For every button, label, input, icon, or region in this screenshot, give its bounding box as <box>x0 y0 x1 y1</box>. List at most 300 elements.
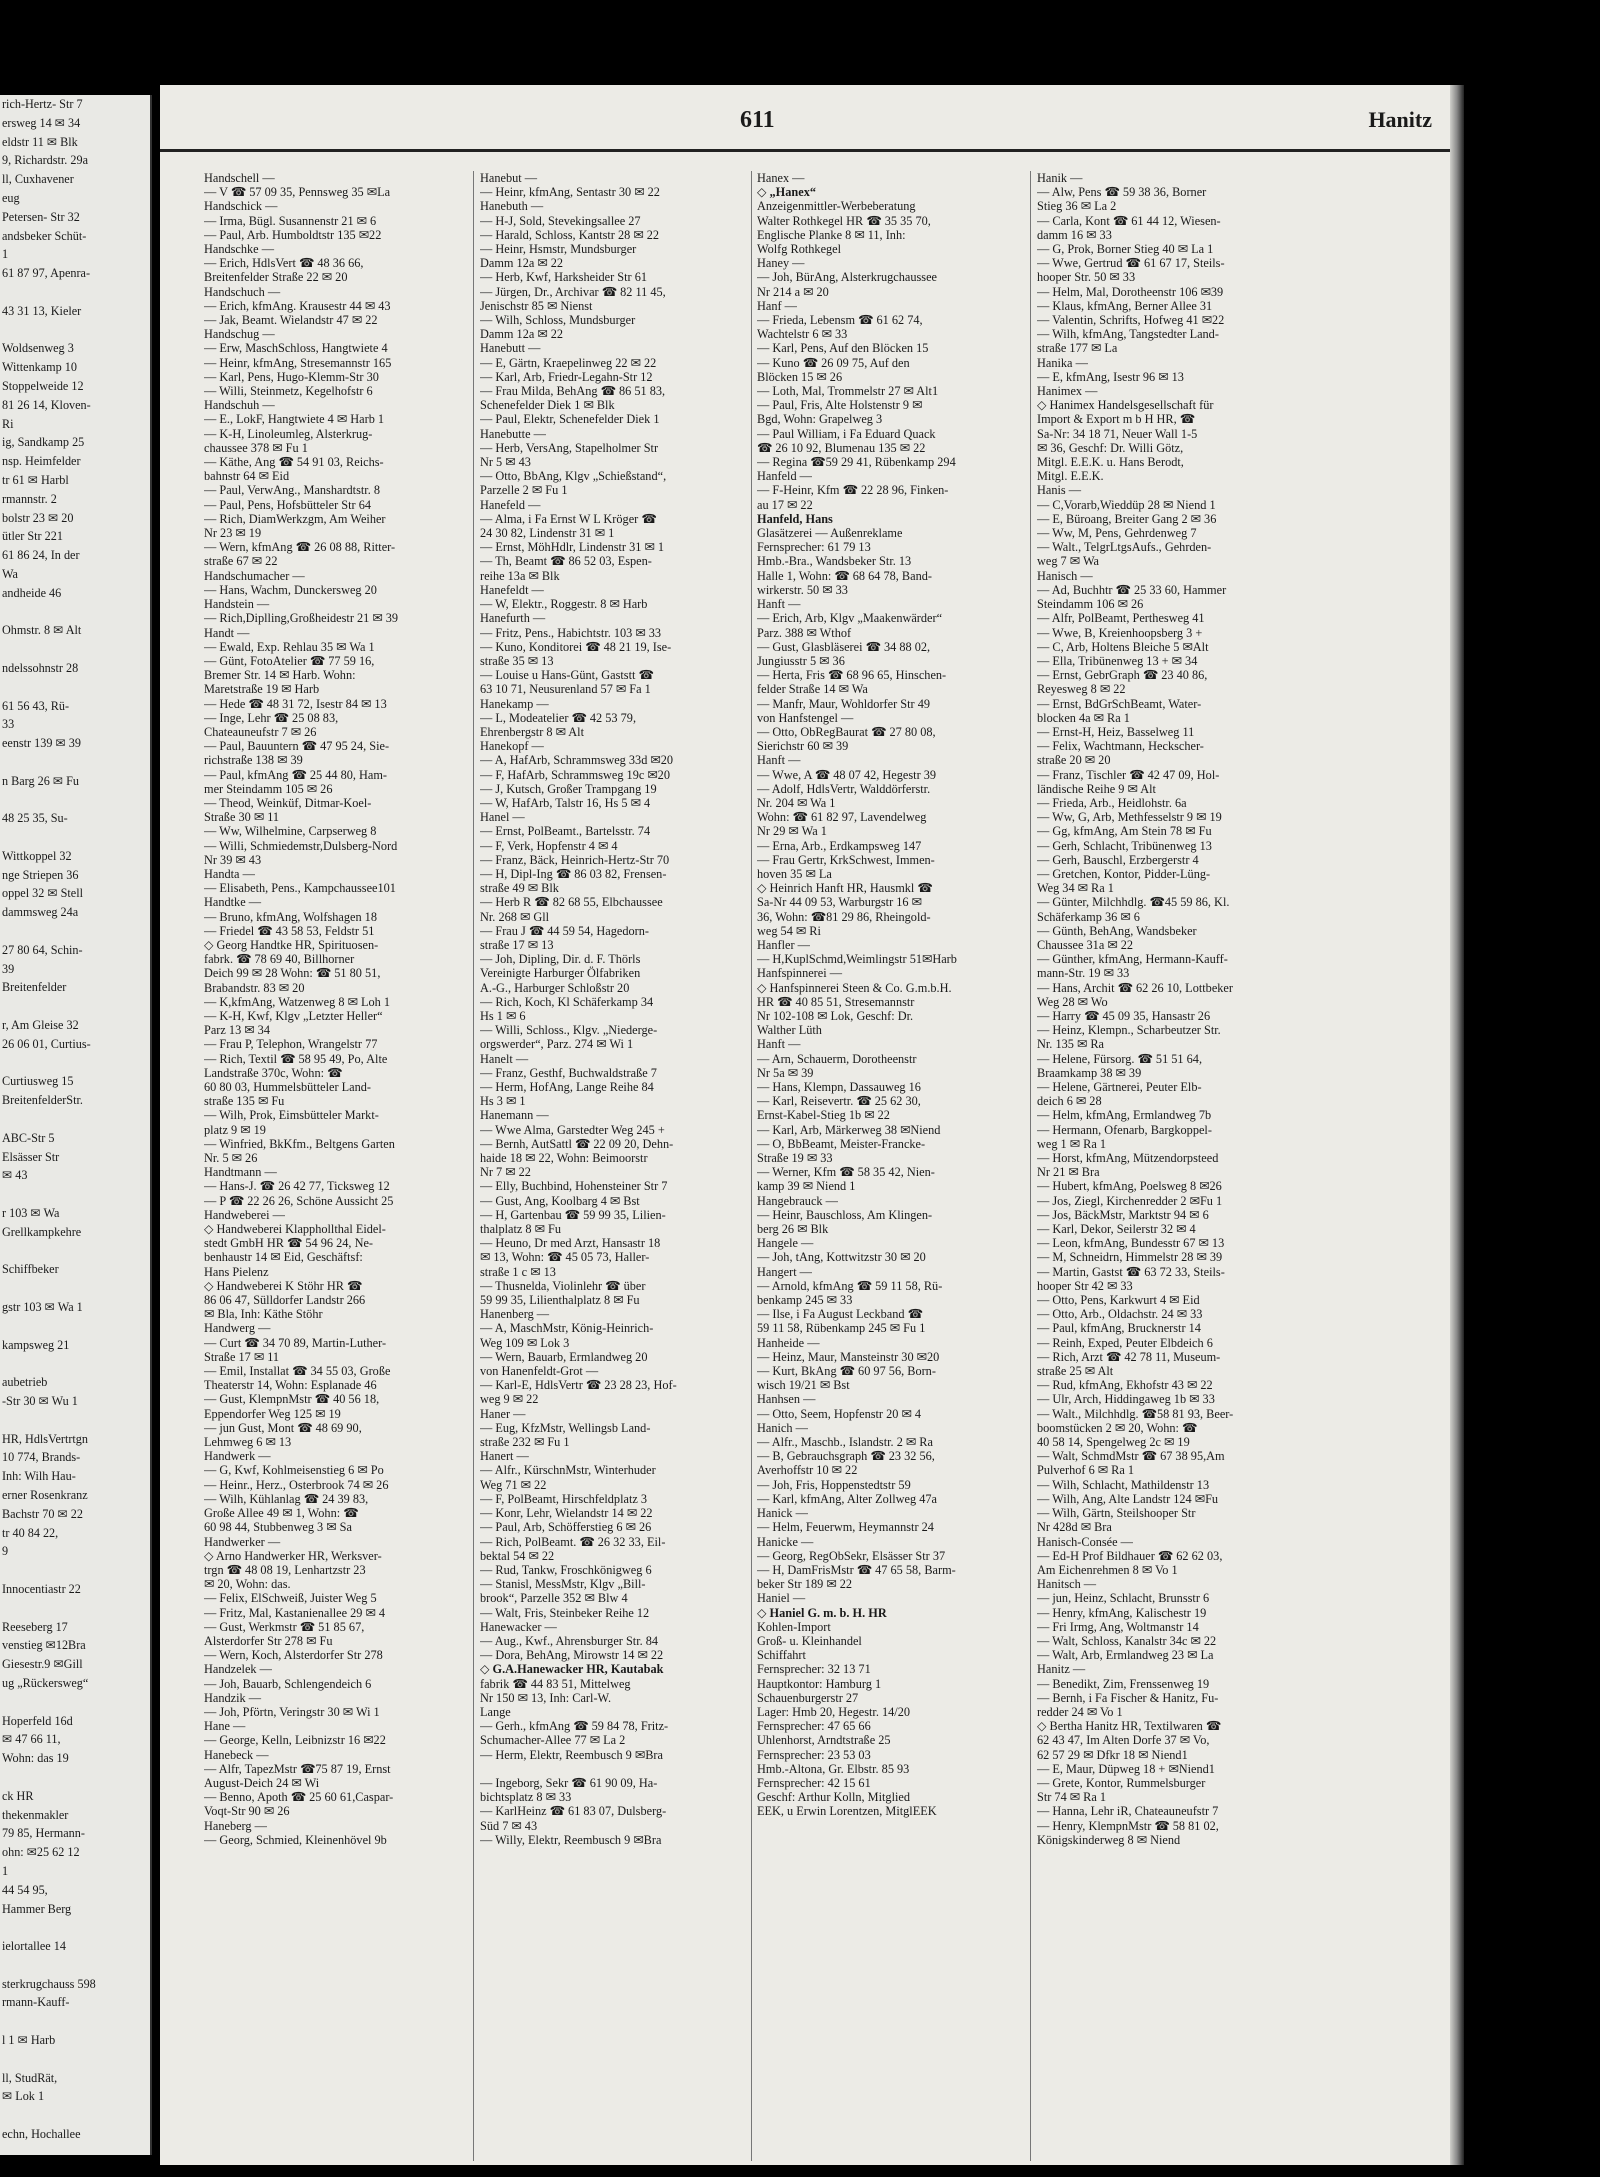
previous-page-line: Curtiusweg 15 <box>2 1074 74 1089</box>
directory-entry-line: Am Eichenrehmen 8 ✉ Vo 1 <box>1037 1562 1178 1577</box>
directory-entry-line: Hmb.-Bra., Wandsbeker Str. 13 <box>757 554 912 569</box>
directory-entry-line: Große Allee 49 ✉ 1, Wohn: ☎ <box>204 1506 359 1521</box>
page-header <box>160 103 1450 143</box>
previous-page-line <box>2 1317 150 1336</box>
directory-entry-line: — Fritz, Pens., Habichtstr. 103 ✉ 33 <box>480 625 662 640</box>
directory-entry-line: Königskinderweg 8 ✉ Niend <box>1037 1832 1181 1847</box>
directory-entry-line: Handwerk — <box>204 1449 271 1464</box>
directory-entry-line: Handtke — <box>204 895 262 910</box>
previous-page-line <box>2 1956 150 1975</box>
directory-entry-line: redder 24 ✉ Vo 1 <box>1037 1704 1123 1719</box>
directory-entry-line: — Fri Irmg, Ang, Woltmanstr 14 <box>1037 1619 1199 1634</box>
previous-page-line: Reeseberg 17 <box>2 1619 68 1634</box>
directory-entry-line: ◇ Hanfspinnerei Steen & Co. G.m.b.H. <box>757 980 952 995</box>
directory-entry-line: Hmb.-Altona, Gr. Elbstr. 85 93 <box>757 1761 910 1776</box>
directory-entry-line: Ernst-Kabel-Stieg 1b ✉ 22 <box>757 1108 890 1123</box>
directory-entry-line: — Loth, Mal, Trommelstr 27 ✉ Alt1 <box>757 384 939 399</box>
previous-page-line: r, Am Gleise 32 <box>2 1018 79 1033</box>
directory-entry-line: 62 57 29 ✉ Dfkr 18 ✉ Niend1 <box>1037 1747 1188 1762</box>
directory-entry-line: Geschf: Arthur Kolln, Mitglied <box>757 1790 911 1805</box>
directory-entry-line: Hanfspinnerei — <box>757 966 843 981</box>
previous-page-line: rmannstr. 2 <box>2 491 57 506</box>
directory-entry-line: haide 18 ✉ 22, Wohn: Beimoorstr <box>480 1151 648 1166</box>
previous-page-line: Giesestr.9 ✉Gill <box>2 1657 83 1672</box>
directory-entry-line: — K-H, Kwf, Klgv „Letzter Heller“ <box>204 1008 383 1023</box>
directory-entry-line: — Kuno, Konditorei ☎ 48 21 19, Ise- <box>480 639 672 654</box>
previous-page-line: 26 06 01, Curtius- <box>2 1036 91 1051</box>
directory-entry-line: — Wern, Bauarb, Ermlandweg 20 <box>480 1349 648 1364</box>
directory-entry-line: — Günt, FotoAtelier ☎ 77 59 16, <box>204 653 375 668</box>
directory-entry-line: — H-J, Sold, Stevekingsallee 27 <box>480 213 641 228</box>
column-1 <box>204 171 472 1847</box>
directory-entry-line: — Frau Gertr, KrkSchwest, Immen- <box>757 852 935 867</box>
directory-entry-line: Handschumacher — <box>204 568 305 583</box>
directory-entry-line: — J, Kutsch, Großer Trampgang 19 <box>480 781 657 796</box>
directory-entry-line: — Wilh, Gärtn, Steilshooper Str <box>1037 1506 1196 1521</box>
directory-entry-line: — Louise u Hans-Günt, Gaststt ☎ <box>480 668 654 683</box>
directory-entry-line: Glasätzerei — Außenreklame <box>757 526 903 541</box>
directory-entry-line: — Käthe, Ang ☎ 54 91 03, Reichs- <box>204 455 384 470</box>
directory-entry-line: ✉ 13, Wohn: ☎ 45 05 73, Haller- <box>480 1250 650 1265</box>
directory-entry-line: — H, Dipl-Ing ☎ 86 03 82, Frensen- <box>480 866 667 881</box>
directory-entry-line: — Kurt, BkAng ☎ 60 97 56, Born- <box>757 1364 936 1379</box>
directory-entry-line: — Otto, Arb., Oldachstr. 24 ✉ 33 <box>1037 1307 1203 1322</box>
directory-entry-line: — Thusnelda, Violinlehr ☎ über <box>480 1278 646 1293</box>
directory-entry-line: Hanebutt — <box>480 341 541 356</box>
directory-entry-line: 62 43 47, Im Alten Dorfe 37 ✉ Vo, <box>1037 1733 1210 1748</box>
directory-entry-line: fabrk. ☎ 78 69 40, Billhorner <box>204 952 355 967</box>
previous-page-line: ug „Rückersweg“ <box>2 1675 89 1690</box>
directory-entry-line: Fernsprecher: 47 65 66 <box>757 1719 871 1734</box>
previous-page-line: ielortallee 14 <box>2 1939 66 1954</box>
directory-entry-line: Parzelle 2 ✉ Fu 1 <box>480 483 568 498</box>
directory-entry-line: Nr 7 ✉ 22 <box>480 1165 531 1180</box>
directory-entry-line: Hanis — <box>1037 483 1082 498</box>
previous-page-line: Wittenkamp 10 <box>2 360 77 375</box>
directory-entry-line: Hanheide — <box>757 1335 820 1350</box>
directory-entry-line: — E, Maur, Düpweg 18 + ✉Niend1 <box>1037 1761 1215 1776</box>
directory-entry-line: — Hans, Wachm, Dunckersweg 20 <box>204 582 377 597</box>
previous-page-line <box>2 640 150 659</box>
directory-entry-line: — Walt., Milchhdlg. ☎58 81 93, Beer- <box>1037 1406 1234 1421</box>
column-divider <box>473 171 474 2161</box>
directory-entry-line: — F-Heinr, Kfm ☎ 22 28 96, Finken- <box>757 483 949 498</box>
directory-entry-line: Pulverhof 6 ✉ Ra 1 <box>1037 1463 1135 1478</box>
previous-page-line: ABC-Str 5 <box>2 1130 55 1145</box>
directory-entry-line: — Paul William, i Fa Eduard Quack <box>757 426 936 441</box>
previous-page-line: Grellkampkehre <box>2 1224 82 1239</box>
directory-entry-line: Parz. 388 ✉ Wthof <box>757 625 852 640</box>
directory-entry-line: — F, PolBeamt, Hirschfeldplatz 3 <box>480 1491 648 1506</box>
directory-entry-line: Fernsprecher: 61 79 13 <box>757 540 871 555</box>
directory-entry-line: — Gerh, Schlacht, Tribünenweg 13 <box>1037 838 1212 853</box>
directory-entry-line <box>480 1762 748 1776</box>
directory-entry-line: — Frau P, Telephon, Wrangelstr 77 <box>204 1037 378 1052</box>
directory-entry-line: ☎ 26 10 92, Blumenau 135 ✉ 22 <box>757 440 926 455</box>
previous-page-line: rmann-Kauff- <box>2 1995 70 2010</box>
directory-entry-line: Schenefelder Diek 1 ✉ Blk <box>480 398 615 413</box>
directory-entry-line: Mitgl. E.E.K. u. Hans Berodt, <box>1037 455 1184 470</box>
previous-page-line: 9 <box>2 1544 9 1559</box>
previous-page-line: 9, Richardstr. 29a <box>2 153 88 168</box>
directory-entry-line: Lager: Hmb 20, Hegestr. 14/20 <box>757 1704 910 1719</box>
directory-entry-line: — H,KuplSchmd,Weimlingstr 51✉Harb <box>757 952 957 967</box>
directory-entry-line: Nr 428d ✉ Bra <box>1037 1520 1112 1535</box>
directory-entry-line: Hanewacker — <box>480 1619 557 1634</box>
directory-entry-line: straße 25 ✉ Alt <box>1037 1364 1114 1379</box>
directory-entry-line: — Arnold, kfmAng ☎ 59 11 58, Rü- <box>757 1278 943 1293</box>
directory-entry-line: straße 17 ✉ 13 <box>480 937 554 952</box>
column-divider <box>751 171 752 2161</box>
directory-entry-line: Bgd, Wohn: Grapelweg 3 <box>757 412 883 427</box>
directory-entry-line: — Ingeborg, Sekr ☎ 61 90 09, Ha- <box>480 1775 658 1790</box>
directory-entry-line: — Ernst-H, Heiz, Basselweg 11 <box>1037 724 1195 739</box>
directory-entry-line: — B, Gebrauchsgraph ☎ 23 32 56, <box>757 1449 935 1464</box>
previous-page-line <box>2 603 150 622</box>
directory-entry-line: — Rich, Koch, Kl Schäferkamp 34 <box>480 994 654 1009</box>
previous-page-line <box>2 283 150 302</box>
directory-entry-line: Theaterstr 14, Wohn: Esplanade 46 <box>204 1378 377 1393</box>
directory-entry-line: Fernsprecher: 23 53 03 <box>757 1747 871 1762</box>
directory-entry-line: — Wilh, Kühlanlag ☎ 24 39 83, <box>204 1491 369 1506</box>
directory-entry-line: Straße 19 ✉ 33 <box>757 1151 833 1166</box>
directory-entry-line: Hanelt — <box>480 1051 529 1066</box>
directory-entry-line: — K-H, Linoleumleg, Alsterkrug- <box>204 426 373 441</box>
directory-entry-line: — Karl, Reisevertr. ☎ 25 62 30, <box>757 1094 921 1109</box>
directory-entry-line: Nr 39 ✉ 43 <box>204 852 262 867</box>
column-4 <box>1037 171 1305 1847</box>
directory-entry-line: — Elisabeth, Pens., Kampchaussee101 <box>204 881 396 896</box>
previous-page-fragment <box>0 95 152 2155</box>
directory-entry-line: Wohn: ☎ 61 82 97, Lavendelweg <box>757 810 927 825</box>
previous-page-line: Bachstr 70 ✉ 22 <box>2 1506 83 1521</box>
directory-entry-line: — Karl, Arb, Märkerweg 38 ✉Niend <box>757 1122 941 1137</box>
directory-entry-line: bichtsplatz 8 ✉ 33 <box>480 1790 572 1805</box>
directory-entry-line: von Hanfstengel — <box>757 710 854 725</box>
directory-entry-line: — Günther, kfmAng, Hermann-Kauff- <box>1037 952 1228 967</box>
directory-entry-line: Hanert — <box>480 1449 529 1464</box>
directory-entry-line: — Emil, Installat ☎ 34 55 03, Große <box>204 1364 391 1379</box>
directory-entry-line: — Harry ☎ 45 09 35, Hansastr 26 <box>1037 1008 1211 1023</box>
directory-entry-line: — Heinr, Bauschloss, Am Klingen- <box>757 1207 933 1222</box>
directory-entry-line: Hanel — <box>480 810 525 825</box>
directory-entry-line: — Henry, KlempnMstr ☎ 58 81 02, <box>1037 1818 1219 1833</box>
header-rule <box>160 149 1450 152</box>
directory-entry-line: — Otto, Pens, Karkwurt 4 ✉ Eid <box>1037 1293 1200 1308</box>
directory-entry-line: Nr 29 ✉ Wa 1 <box>757 824 827 839</box>
directory-entry-line: — Wwe, Gertrud ☎ 61 67 17, Steils- <box>1037 256 1225 271</box>
directory-entry-line: Nr 21 ✉ Bra <box>1037 1165 1100 1180</box>
previous-page-line: ✉ 43 <box>2 1168 28 1183</box>
previous-page-line: 81 26 14, Kloven- <box>2 397 91 412</box>
directory-entry-line: Weg 34 ✉ Ra 1 <box>1037 881 1114 896</box>
directory-entry-line: Breitenfelder Straße 22 ✉ 20 <box>204 270 348 285</box>
directory-entry-line: Schumacher-Allee 77 ✉ La 2 <box>480 1733 626 1748</box>
directory-entry-line: Nr 102-108 ✉ Lok, Geschf: Dr. <box>757 1008 914 1023</box>
directory-entry-line: — Wwe Alma, Garstedter Weg 245 + <box>480 1122 665 1137</box>
previous-page-line: Wittkoppel 32 <box>2 848 72 863</box>
directory-entry-line: Lange <box>480 1704 511 1719</box>
directory-entry-line: — G, Kwf, Kohlmeisenstieg 6 ✉ Po <box>204 1463 384 1478</box>
directory-entry-line: Walther Lüth <box>757 1023 822 1038</box>
directory-entry-line: — Heinr., Herz., Osterbrook 74 ✉ 26 <box>204 1477 389 1492</box>
directory-entry-line: Hanitsch — <box>1037 1577 1097 1592</box>
directory-entry-line: hooper Str. 50 ✉ 33 <box>1037 270 1136 285</box>
directory-entry-line: Voqt-Str 90 ✉ 26 <box>204 1804 290 1819</box>
directory-entry-line: Nr. 135 ✉ Ra <box>1037 1037 1105 1052</box>
previous-page-line: 10 774, Brands- <box>2 1450 81 1465</box>
previous-page-line: -Str 30 ✉ Wu 1 <box>2 1393 78 1408</box>
previous-page-line: sterkrugchauss 598 <box>2 1976 96 1991</box>
directory-entry-line: — Hans, Klempn, Dassauweg 16 <box>757 1080 921 1094</box>
directory-entry-line: — Gust, Ang, Koolbarg 4 ✉ Bst <box>480 1193 640 1208</box>
directory-entry-line: — Horst, kfmAng, Mützendorpsteed <box>1037 1151 1219 1166</box>
previous-page-line <box>2 2106 150 2125</box>
directory-entry-line: — Heinz, Maur, Mansteinstr 30 ✉20 <box>757 1349 940 1364</box>
directory-entry-line: Handschell — <box>204 171 275 185</box>
directory-entry-line: Hanfeld — <box>757 469 812 484</box>
previous-page-line <box>2 1110 150 1129</box>
directory-entry-line: Hans Pielenz <box>204 1264 269 1279</box>
directory-entry-line: benhaustr 14 ✉ Eid, Geschäftsf: <box>204 1250 363 1265</box>
previous-page-line: 27 80 64, Schin- <box>2 942 83 957</box>
directory-entry-line: — Frau Milda, BehAng ☎ 86 51 83, <box>480 384 666 399</box>
directory-entry-line: — Willi, Schloss., Klgv. „Niederge- <box>480 1023 658 1038</box>
directory-entry-line: straße 35 ✉ 13 <box>480 653 554 668</box>
directory-entry-line: — Ernst, GebrGraph ☎ 23 40 86, <box>1037 668 1208 683</box>
directory-entry-line: — Benno, Apoth ☎ 25 60 61,Caspar- <box>204 1790 394 1805</box>
directory-entry-line: — Gerh, Bauschl, Erzbergerstr 4 <box>1037 852 1199 867</box>
directory-entry-line: — Wilh, kfmAng, Tangstedter Land- <box>1037 327 1219 342</box>
directory-entry-line: berg 26 ✉ Blk <box>757 1222 829 1237</box>
directory-entry-line: ◇ G.A.Hanewacker HR, Kautabak <box>480 1662 664 1677</box>
previous-page-line <box>2 1054 150 1073</box>
directory-entry-line: — Erw, MaschSchloss, Hangtwiete 4 <box>204 341 388 356</box>
previous-page-line: rich-Hertz- Str 7 <box>2 97 83 111</box>
directory-entry-line: — Bernh, i Fa Fischer & Hanitz, Fu- <box>1037 1690 1219 1705</box>
directory-entry-line: ◇ Arno Handwerker HR, Werksver- <box>204 1548 382 1563</box>
previous-page-line <box>2 321 150 340</box>
directory-entry-line: platz 9 ✉ 19 <box>204 1122 266 1137</box>
directory-entry-line: deich 6 ✉ 28 <box>1037 1094 1102 1109</box>
directory-entry-line: 40 58 14, Spengelweg 2c ✉ 19 <box>1037 1435 1190 1450</box>
directory-entry-line: — Hede ☎ 48 31 72, Isestr 84 ✉ 13 <box>204 696 387 711</box>
directory-entry-line: stedt GmbH HR ☎ 54 96 24, Ne- <box>204 1236 374 1251</box>
directory-entry-line: — Franz, Gesthf, Buchwaldstraße 7 <box>480 1065 657 1080</box>
directory-entry-line: trgn ☎ 48 08 19, Lenhartzstr 23 <box>204 1562 366 1577</box>
directory-entry-line: 63 10 71, Neusurenland 57 ✉ Fa 1 <box>480 682 651 697</box>
directory-entry-line: Handschuh — <box>204 398 275 413</box>
directory-entry-line: mer Steindamm 105 ✉ 26 <box>204 781 333 796</box>
directory-entry-line: Hangele — <box>757 1236 814 1251</box>
directory-entry-line: — Rich, DiamWerkzgm, Am Weiher <box>204 511 386 526</box>
directory-entry-line: Hanik — <box>1037 171 1083 185</box>
previous-page-line <box>2 790 150 809</box>
directory-entry-line: Hanfeld, Hans <box>757 511 833 526</box>
directory-entry-line: — W, Elektr., Roggestr. 8 ✉ Harb <box>480 597 648 612</box>
directory-entry-line: — Jürgen, Dr., Archivar ☎ 82 11 45, <box>480 284 666 299</box>
directory-entry-line: — Günter, Milchhdlg. ☎45 59 86, Kl. <box>1037 895 1230 910</box>
directory-entry-line: — Karl, Pens, Auf den Blöcken 15 <box>757 341 929 356</box>
directory-entry-line: — Günth, BehAng, Wandsbeker <box>1037 923 1197 938</box>
directory-entry-line: 86 06 47, Sülldorfer Landstr 266 <box>204 1293 366 1308</box>
previous-page-line: Breitenfelder <box>2 980 67 995</box>
directory-entry-line: — Martin, Gastst ☎ 63 72 33, Steils- <box>1037 1264 1225 1279</box>
directory-entry-line: — jun Gust, Mont ☎ 48 69 90, <box>204 1420 362 1435</box>
directory-entry-line: — Helene, Fürsorg. ☎ 51 51 64, <box>1037 1051 1203 1066</box>
directory-entry-line: — Herta, Fris ☎ 68 96 65, Hinschen- <box>757 668 947 683</box>
directory-entry-line: — Paul, Arb, Schöfferstieg 6 ✉ 26 <box>480 1520 652 1535</box>
directory-entry-line: Brabandstr. 83 ✉ 20 <box>204 980 305 995</box>
directory-entry-line: Groß- u. Kleinhandel <box>757 1633 862 1648</box>
directory-entry-line: — Wilh, Schloss, Mundsburger <box>480 313 636 328</box>
previous-page-line: oppel 32 ✉ Stell <box>2 886 83 901</box>
directory-entry-line: Halle 1, Wohn: ☎ 68 64 78, Band- <box>757 568 932 583</box>
directory-entry-line: Hane — <box>204 1719 246 1734</box>
directory-entry-line: Hanefurth — <box>480 611 546 626</box>
previous-page-line: r 103 ✉ Wa <box>2 1206 60 1221</box>
directory-entry-line: blocken 4a ✉ Ra 1 <box>1037 710 1130 725</box>
directory-entry-line: — H, Gartenbau ☎ 59 99 35, Lilien- <box>480 1207 666 1222</box>
directory-entry-line: — Wilh, Prok, Eimsbütteler Markt- <box>204 1108 379 1123</box>
directory-entry-line: — Herb, Kwf, Harksheider Str 61 <box>480 270 647 285</box>
directory-entry-line: — Paul, kfmAng, Brucknerstr 14 <box>1037 1321 1201 1336</box>
previous-page-line: eug <box>2 190 20 205</box>
directory-entry-line: Anzeigenmittler-Werbeberatung <box>757 199 916 214</box>
directory-entry-line: straße 232 ✉ Fu 1 <box>480 1435 570 1450</box>
directory-entry-line: Haner — <box>480 1406 526 1421</box>
directory-entry-line: Sierichstr 60 ✉ 39 <box>757 739 849 754</box>
directory-page <box>160 85 1450 2165</box>
directory-entry-line: — Paul, Elektr, Schenefelder Diek 1 <box>480 412 660 427</box>
directory-entry-line: — Frau J ☎ 44 59 54, Hagedorn- <box>480 923 650 938</box>
previous-page-line: ll, Cuxhavener <box>2 172 74 187</box>
directory-entry-line: — Ernst, BdGrSchBeamt, Water- <box>1037 696 1202 711</box>
directory-entry-line: Import & Export m b H HR, ☎ <box>1037 412 1196 427</box>
directory-entry-line: Hanicke — <box>757 1534 814 1549</box>
previous-page-line: eenstr 139 ✉ 39 <box>2 736 81 751</box>
directory-entry-line: Weg 109 ✉ Lok 3 <box>480 1335 570 1350</box>
page-edge-shadow <box>1450 85 1464 2165</box>
directory-entry-line: — Ella, Tribünenweg 13 + ✉ 34 <box>1037 653 1198 668</box>
directory-entry-line: Hanitz — <box>1037 1662 1086 1677</box>
directory-entry-line: Hanisch — <box>1037 568 1093 583</box>
previous-page-line: Wa <box>2 566 18 581</box>
directory-entry-line: Hauptkontor: Hamburg 1 <box>757 1676 882 1691</box>
directory-entry-line: — Helm, Feuerwm, Heymannstr 24 <box>757 1520 934 1535</box>
directory-entry-line: Hangert — <box>757 1264 812 1279</box>
directory-entry-line: — Manfr, Maur, Wohldorfer Str 49 <box>757 696 930 711</box>
directory-entry-line: — Hubert, kfmAng, Poelsweg 8 ✉26 <box>1037 1179 1222 1194</box>
previous-page-line: 1 <box>2 1863 9 1878</box>
directory-entry-line: beker Str 189 ✉ 22 <box>757 1577 853 1592</box>
directory-entry-line: Hanimex — <box>1037 384 1098 399</box>
directory-entry-line: weg 1 ✉ Ra 1 <box>1037 1136 1107 1151</box>
directory-entry-line: — Carla, Kont ☎ 61 44 12, Wiesen- <box>1037 213 1221 228</box>
directory-entry-line: Hanebutte — <box>480 426 546 441</box>
previous-page-line: erner Rosenkranz <box>2 1487 88 1502</box>
directory-entry-line: — Th, Beamt ☎ 86 52 03, Espen- <box>480 554 652 569</box>
directory-entry-line: Englische Planke 8 ✉ 11, Inh: <box>757 227 906 242</box>
directory-entry-line: EEK, u Erwin Lorentzen, MitglEEK <box>757 1804 937 1819</box>
directory-entry-line: — Ww, M, Pens, Gehrdenweg 7 <box>1037 526 1197 541</box>
directory-entry-line: Hanekopf — <box>480 739 544 754</box>
directory-entry-line: — Walt, Fris, Steinbeker Reihe 12 <box>480 1605 650 1620</box>
directory-entry-line: — Grete, Kontor, Rummelsburger <box>1037 1775 1206 1790</box>
directory-entry-line: ◇ Bertha Hanitz HR, Textilwaren ☎ <box>1037 1719 1222 1734</box>
directory-entry-line: — Otto, ObRegBaurat ☎ 27 80 08, <box>757 724 936 739</box>
directory-entry-line: Damm 12a ✉ 22 <box>480 256 564 271</box>
directory-entry-line: wirkerstr. 50 ✉ 33 <box>757 582 848 597</box>
directory-entry-line: Chateauneufstr 7 ✉ 26 <box>204 724 317 739</box>
directory-entry-line: — Wern, Koch, Alsterdorfer Str 278 <box>204 1648 383 1663</box>
directory-entry-line: — E., LokF, Hangtwiete 4 ✉ Harb 1 <box>204 412 385 427</box>
previous-page-line <box>2 1768 150 1787</box>
directory-entry-line: — Ernst, PolBeamt., Bartelsstr. 74 <box>480 824 651 839</box>
directory-entry-line: — Klaus, kfmAng, Berner Allee 31 <box>1037 298 1213 313</box>
directory-entry-line: — Joh, Dipling, Dir. d. F. Thörls <box>480 952 641 967</box>
directory-entry-line: Nr. 268 ✉ Gll <box>480 909 550 924</box>
directory-entry-line: A.-G., Harburger Schloßstr 20 <box>480 980 630 995</box>
previous-page-line: Petersen- Str 32 <box>2 209 80 224</box>
directory-entry-line: straße 1 c ✉ 13 <box>480 1264 556 1279</box>
directory-entry-line: Wolfg Rothkegel <box>757 242 842 257</box>
directory-entry-line: Handzelek — <box>204 1662 272 1677</box>
previous-page-line: ll, StudRät, <box>2 2070 58 2085</box>
directory-entry-line: Nr 5a ✉ 39 <box>757 1065 814 1080</box>
previous-page-line: Woldsenweg 3 <box>2 341 74 356</box>
directory-entry-line: — Franz, Tischler ☎ 42 47 09, Hol- <box>1037 767 1220 782</box>
directory-entry-line: — Felix, Wachtmann, Heckscher- <box>1037 739 1204 754</box>
previous-page-line: Ohmstr. 8 ✉ Alt <box>2 623 82 638</box>
directory-entry-line: chaussee 378 ✉ Fu 1 <box>204 440 308 455</box>
directory-entry-line: 24 30 82, Lindenstr 31 ✉ 1 <box>480 526 615 541</box>
directory-entry-line: Handta — <box>204 866 255 881</box>
directory-entry-line: Ehrenbergstr 8 ✉ Alt <box>480 724 584 739</box>
directory-entry-line: Hanebeck — <box>204 1747 269 1762</box>
directory-entry-line: — Jos, BäckMstr, Marktstr 94 ✉ 6 <box>1037 1207 1209 1222</box>
directory-entry-line: Hanhsen — <box>757 1392 816 1407</box>
directory-entry-line: — Paul, Arb. Humboldtstr 135 ✉22 <box>204 227 382 242</box>
directory-entry-line: Deich 99 ✉ 28 Wohn: ☎ 51 80 51, <box>204 966 381 981</box>
previous-page-line: Elsässer Str <box>2 1149 60 1164</box>
previous-page-line: bolstr 23 ✉ 20 <box>2 510 74 525</box>
directory-entry-line: — F, HafArb, Schrammsweg 19c ✉20 <box>480 767 670 782</box>
directory-entry-line: Handtmann — <box>204 1165 277 1180</box>
directory-entry-line: Handschug — <box>204 327 275 342</box>
previous-page-line <box>2 997 150 1016</box>
previous-page-line: HR, HdlsVertrtgn <box>2 1431 88 1446</box>
directory-entry-line: Maretstraße 19 ✉ Harb <box>204 682 320 697</box>
previous-page-line <box>2 1354 150 1373</box>
directory-entry-line: — Regina ☎59 29 41, Rübenkamp 294 <box>757 455 956 470</box>
directory-entry-line: — Konr, Lehr, Wielandstr 14 ✉ 22 <box>480 1506 653 1521</box>
directory-entry-line: — Erich, Arb, Klgv „Maakenwärder“ <box>757 611 943 626</box>
previous-page-line <box>2 1242 150 1261</box>
directory-entry-line: — Winfried, BkKfm., Beltgens Garten <box>204 1136 395 1151</box>
directory-entry-line: — Frieda, Lebensm ☎ 61 62 74, <box>757 313 923 328</box>
directory-entry-line: — Joh, Pförtn, Veringstr 30 ✉ Wi 1 <box>204 1704 380 1719</box>
previous-page-line: 79 85, Hermann- <box>2 1826 85 1841</box>
previous-page-line: ütler Str 221 <box>2 529 63 544</box>
directory-entry-line: Nr. 204 ✉ Wa 1 <box>757 795 836 810</box>
directory-entry-line: — Paul, Fris, Alte Holstenstr 9 ✉ <box>757 398 923 413</box>
directory-entry-line: — Joh, tAng, Kottwitzstr 30 ✉ 20 <box>757 1250 926 1265</box>
directory-entry-line: — Adolf, HdlsVertr, Walddörferstr. <box>757 781 931 796</box>
directory-entry-line: HR ☎ 40 85 51, Stresemannstr <box>757 994 915 1009</box>
directory-entry-line: Weg 28 ✉ Wo <box>1037 994 1108 1009</box>
directory-entry-line: — Ww, Wilhelmine, Carpserweg 8 <box>204 824 377 839</box>
